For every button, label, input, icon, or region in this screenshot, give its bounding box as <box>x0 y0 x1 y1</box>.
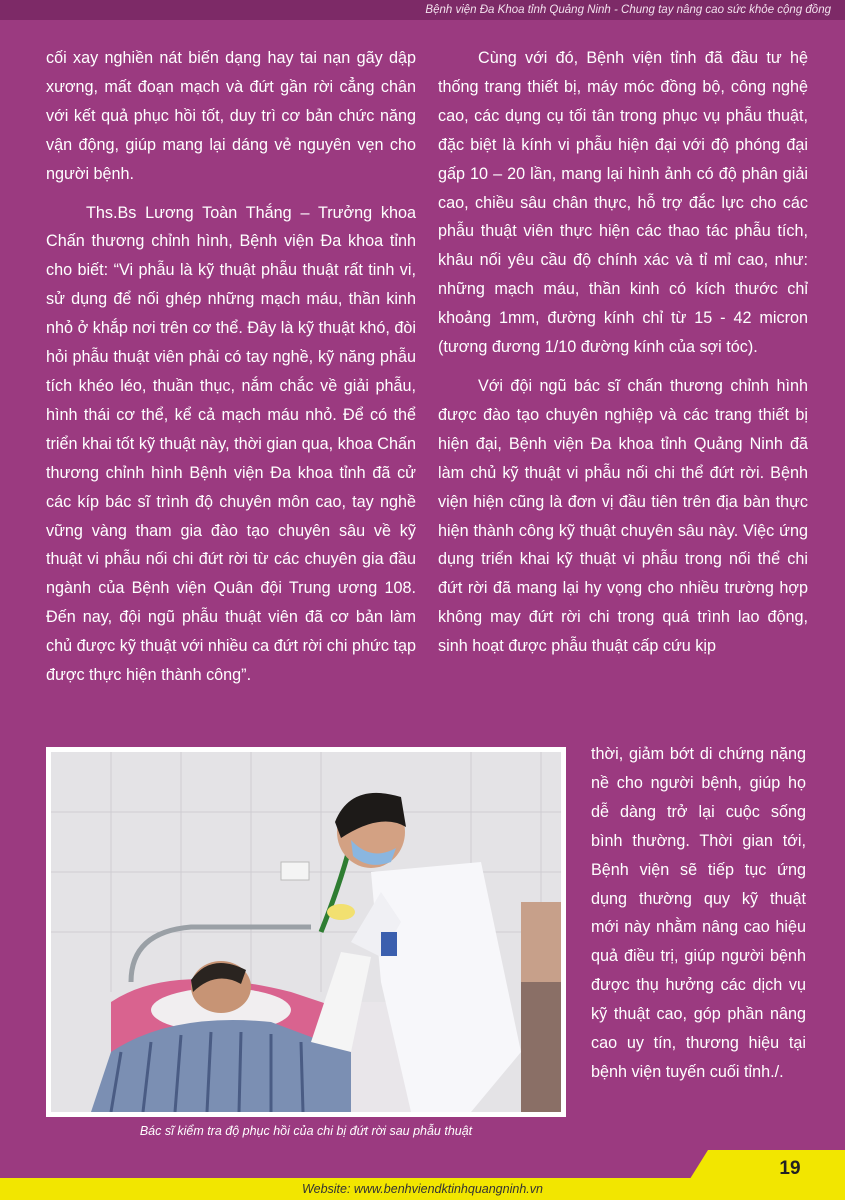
paragraph: Ths.Bs Lương Toàn Thắng – Trưởng khoa Chấn thương chỉnh hình, Bệnh viện Đa khoa tỉnh cho biết: “Vi phẫu là kỹ thuật phẫu thuật rất tinh vi, sử dụng để nối ghép những mạch máu, thần kinh nhỏ ở khắp nơi trên cơ thể. Đây là kỹ thuật khó, đòi hỏi phẫu thuật viên phải có tay nghề, kỹ năng phẫu tích khéo léo, thuần thục, nắm chắc về giải phẫu, hình thái cơ thể, kể cả mạch máu nhỏ. Để có thể triển khai tốt kỹ thuật này, thời gian qua, khoa Chấn thương chỉnh hình Bệnh viện Đa khoa tỉnh đã cử các kíp bác sĩ trình độ chuyên môn cao, tay nghề vững vàng tham gia đào tạo chuyên sâu về kỹ thuật vi phẫu nối chi đứt rời từ các chuyên gia đầu ngành của Bệnh viện Quân đội Trung ương 108. Đến nay, đội ngũ phẫu thuật viên đã cơ bản làm chủ được kỹ thuật với nhiều ca đứt rời chi phức tạp được thực hiện thành công”. <box>46 203 416 685</box>
paragraph: Với đội ngũ bác sĩ chấn thương chỉnh hình được đào tạo chuyên nghiệp và các trang thiết bị hiện đại, Bệnh viện Đa khoa tỉnh Quảng Ninh đã làm chủ kỹ thuật vi phẫu nối chi thể đứt rời. Bệnh viện hiện cũng là đơn vị đầu tiên trên địa bàn thực hiện thành công kỹ thuật chuyên sâu này. Việc ứng dụng triển khai kỹ thuật vi phẫu trong nối thể chi đứt rời đã mang lại hy vọng cho nhiều trường hợp không may đứt rời chi trong quá trình lao động, sinh hoạt được phẫu thuật cấp cứu kịp <box>438 376 808 656</box>
page-number: 19 <box>779 1158 801 1179</box>
left-column <box>46 44 416 690</box>
paragraph: cối xay nghiền nát biến dạng hay tai nạn gãy dập xương, mất đoạn mạch và đứt gần rời cẳng chân với kết quả phục hồi tốt, duy trì cơ bản chức năng vận động, giúp mang lại dáng vẻ nguyên vẹn cho người bệnh. <box>46 49 416 183</box>
paragraph: Cùng với đó, Bệnh viện tỉnh đã đầu tư hệ thống trang thiết bị, máy móc đồng bộ, công nghệ cao, các dụng cụ tối tân trong phục vụ phẫu thuật, đặc biệt là kính vi phẫu hiện đại với độ phóng đại gấp 10 – 20 lần, mang lại hình ảnh có độ phân giải cao, chiều sâu chân thực, hỗ trợ đắc lực cho các phẫu thuật viên thực hiện các thao tác phẫu tích, khâu nối yêu cầu độ chính xác và tỉ mỉ cao, như: những mạch máu, thần kinh có kích thước chỉ khoảng 1mm, đường kính chỉ từ 15 - 42 micron (tương đương 1/10 đường kính của sợi tóc). <box>438 49 808 357</box>
footer-website[interactable]: Website: www.benhviendktinhquangninh.vn <box>302 1182 543 1196</box>
paragraph: thời, giảm bớt di chứng nặng nề cho người bệnh, giúp họ dễ dàng trở lại cuộc sống bình thường. Thời gian tới, Bệnh viện sẽ tiếp tục ứng dụng thường quy kỹ thuật mới này nhằm nâng cao hiệu quả điều trị, giúp người bệnh được thụ hưởng các dịch vụ kỹ thuật cao, góp phần nâng cao uy tín, thương hiệu tại bệnh viện tuyến cuối tỉnh./. <box>591 745 806 1081</box>
right-column <box>438 44 808 661</box>
photo-frame <box>46 747 566 1117</box>
hospital-photo <box>51 752 561 1112</box>
right-column-continued <box>591 740 806 1087</box>
photo-caption: Bác sĩ kiểm tra độ phục hồi của chi bị đứt rời sau phẫu thuật <box>139 1124 473 1138</box>
running-header: Bệnh viện Đa Khoa tỉnh Quảng Ninh - Chung tay nâng cao sức khỏe cộng đồng <box>0 0 845 20</box>
